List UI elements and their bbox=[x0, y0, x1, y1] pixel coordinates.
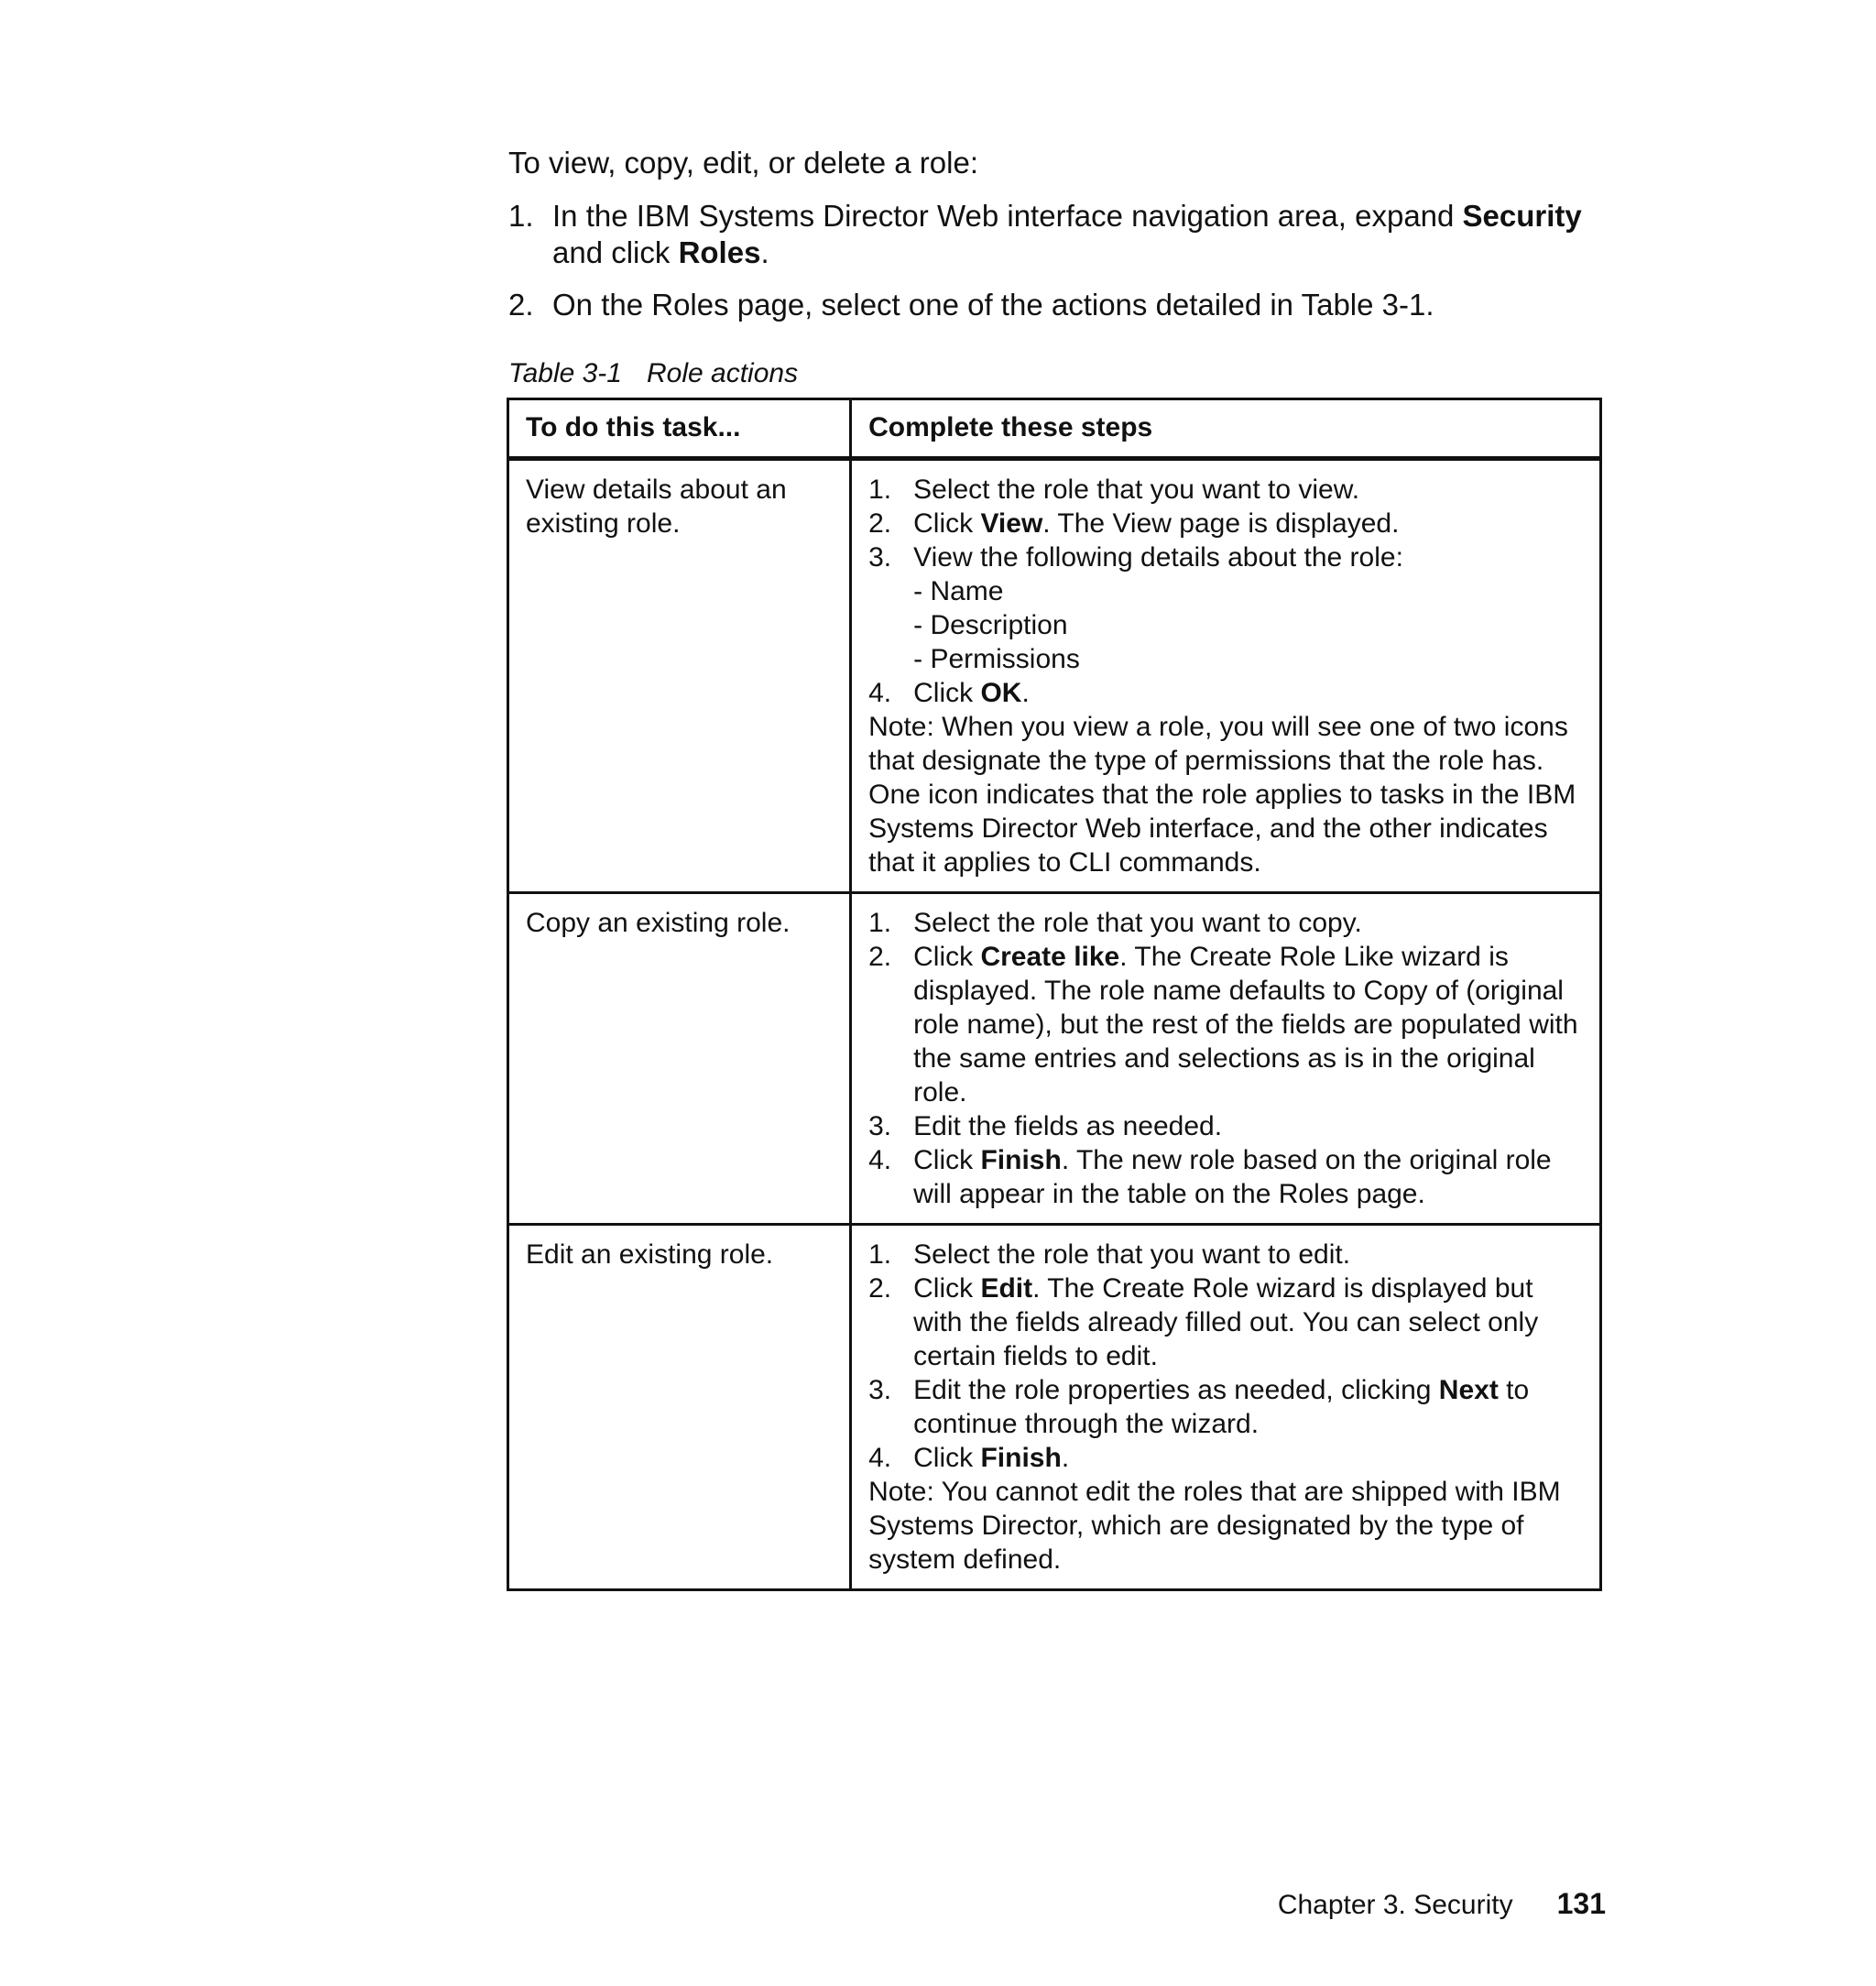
table-caption bbox=[508, 357, 798, 390]
table-caption-title: Role actions bbox=[646, 358, 799, 388]
step-text: In the IBM Systems Director Web interface navigation area, expand bbox=[552, 199, 1463, 233]
roles-emphasis: Roles bbox=[678, 235, 761, 269]
steps-cell bbox=[851, 893, 1601, 1225]
list-item: 3. View the following details about the role: bbox=[868, 542, 1403, 573]
list-item: 1. Select the role that you want to copy. bbox=[868, 908, 1362, 938]
list-item: 2. Click View. The View page is displayed. bbox=[868, 508, 1400, 539]
finish-emphasis: Finish bbox=[980, 1145, 1062, 1175]
list-item: 1. Select the role that you want to edit. bbox=[868, 1239, 1351, 1270]
task-cell: Edit an existing role. bbox=[508, 1225, 851, 1590]
table-header-row bbox=[508, 399, 1601, 459]
list-item: 2. Click Edit. The Create Role wizard is displayed but with the fields already filled out. You can select only certain fields to edit. bbox=[868, 1273, 1539, 1371]
ok-emphasis: OK bbox=[980, 678, 1022, 708]
list-item: 1. Select the role that you want to view. bbox=[868, 475, 1360, 505]
chapter-title: Chapter 3. Security bbox=[1277, 1890, 1513, 1920]
step-text: . bbox=[760, 235, 769, 269]
table-row-copy bbox=[508, 893, 1601, 1225]
table-caption-label: Table 3-1 bbox=[508, 358, 622, 388]
list-item: 4. Click Finish. The new role based on the original role will appear in the table on the Roles page. bbox=[868, 1145, 1552, 1209]
list-item: 4. Click Finish. bbox=[868, 1443, 1070, 1473]
role-actions-table bbox=[507, 398, 1602, 1591]
note-text: Note: You cannot edit the roles that are shipped with IBM Systems Director, which are designated by the type of system defined. bbox=[868, 1477, 1561, 1575]
task-cell: Copy an existing role. bbox=[508, 893, 851, 1225]
list-item: 4. Click OK. bbox=[868, 678, 1030, 708]
step-text: and click bbox=[552, 235, 679, 269]
step-list bbox=[868, 1238, 1583, 1475]
column-header-steps: Complete these steps bbox=[851, 399, 1601, 459]
next-emphasis: Next bbox=[1438, 1375, 1499, 1405]
view-emphasis: View bbox=[980, 508, 1043, 539]
instruction-step-2 bbox=[508, 287, 1608, 323]
page-number: 131 bbox=[1556, 1887, 1606, 1920]
create-like-emphasis: Create like bbox=[980, 942, 1120, 972]
task-cell: View details about an existing role. bbox=[508, 459, 851, 893]
sub-item: - Description bbox=[913, 610, 1068, 640]
list-item: 3. Edit the role properties as needed, clicking Next to continue through the wizard. bbox=[868, 1375, 1530, 1439]
table-row-view bbox=[508, 459, 1601, 893]
note-text: Note: When you view a role, you will see one of two icons that designate the type of permissions that the role has. One icon indicates that the role applies to tasks in the IBM Systems Director Web interface, and the other indicates that it applies to CLI commands. bbox=[868, 712, 1576, 878]
step-number: 1. bbox=[508, 199, 534, 233]
column-header-task: To do this task... bbox=[508, 399, 851, 459]
step-list bbox=[868, 906, 1583, 1211]
intro-text: To view, copy, edit, or delete a role: bbox=[508, 146, 978, 180]
list-item: 3. Edit the fields as needed. bbox=[868, 1111, 1223, 1141]
list-item: 2. Click Create like. The Create Role Like wizard is displayed. The role name defaults to Copy of (original role name), but the rest of the fields are populated with the same entries and selections as is in the original role. bbox=[868, 942, 1578, 1108]
finish-emphasis: Finish bbox=[980, 1443, 1062, 1473]
sub-item: - Permissions bbox=[913, 644, 1080, 674]
steps-cell bbox=[851, 459, 1601, 893]
step-text: On the Roles page, select one of the actions detailed in Table 3-1. bbox=[552, 288, 1434, 322]
instruction-step-1 bbox=[508, 198, 1608, 271]
table-row-edit bbox=[508, 1225, 1601, 1590]
steps-cell bbox=[851, 1225, 1601, 1590]
security-emphasis: Security bbox=[1462, 199, 1582, 233]
step-number: 2. bbox=[508, 288, 534, 322]
step-list bbox=[868, 473, 1583, 710]
instruction-steps bbox=[508, 198, 1608, 339]
sub-item: - Name bbox=[913, 576, 1004, 606]
page-footer bbox=[1278, 1887, 1606, 1922]
edit-emphasis: Edit bbox=[980, 1273, 1033, 1304]
